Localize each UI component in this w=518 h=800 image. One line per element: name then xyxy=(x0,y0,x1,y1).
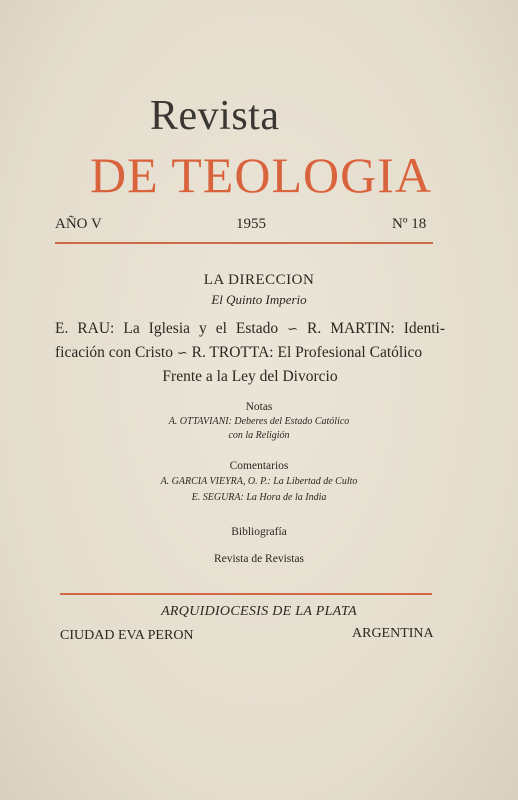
separator-icon: ∽ xyxy=(176,345,188,360)
articles-list xyxy=(55,317,445,389)
issue-number: Nº 18 xyxy=(392,216,427,232)
article-martin: R. MARTIN: Identi- xyxy=(307,320,446,337)
reviews-heading: Revista de Revistas xyxy=(213,553,305,565)
title-revista: Revista xyxy=(150,93,280,139)
comment-segura: E. SEGURA: La Hora de la India xyxy=(191,492,327,503)
country: ARGENTINA xyxy=(352,626,434,641)
note-ottaviani: A. OTTAVIANI: Deberes del Estado Católico xyxy=(168,416,350,427)
city: CIUDAD EVA PERON xyxy=(60,628,194,643)
article-trotta: R. TROTTA: El Profesional Católico xyxy=(191,344,423,361)
header-divider xyxy=(55,242,433,244)
footer-divider xyxy=(60,593,432,595)
notes-heading: Notas xyxy=(245,401,273,413)
note-ottaviani-cont: con la Religión xyxy=(228,430,290,441)
separator-icon: ∽ xyxy=(287,321,298,336)
comments-heading: Comentarios xyxy=(229,460,289,472)
article-rau: E. RAU: La Iglesia y el Estado xyxy=(55,320,279,337)
issue-year: AÑO V xyxy=(55,216,102,232)
comment-garcia-vieyra: A. GARCIA VIEYRA, O. P.: La Libertad de Culto xyxy=(160,476,358,487)
article-martin-cont: ficación con Cristo xyxy=(55,344,173,361)
bibliography-heading: Bibliografía xyxy=(231,526,287,538)
issue-date: 1955 xyxy=(236,216,266,232)
title-de-teologia: DE TEOLOGIA xyxy=(90,147,432,203)
editorial-author: LA DIRECCION xyxy=(203,272,315,288)
publisher: ARQUIDIOCESIS DE LA PLATA xyxy=(161,604,357,619)
article-trotta-cont: Frente a la Ley del Divorcio xyxy=(162,368,338,385)
editorial-title: El Quinto Imperio xyxy=(211,292,307,307)
